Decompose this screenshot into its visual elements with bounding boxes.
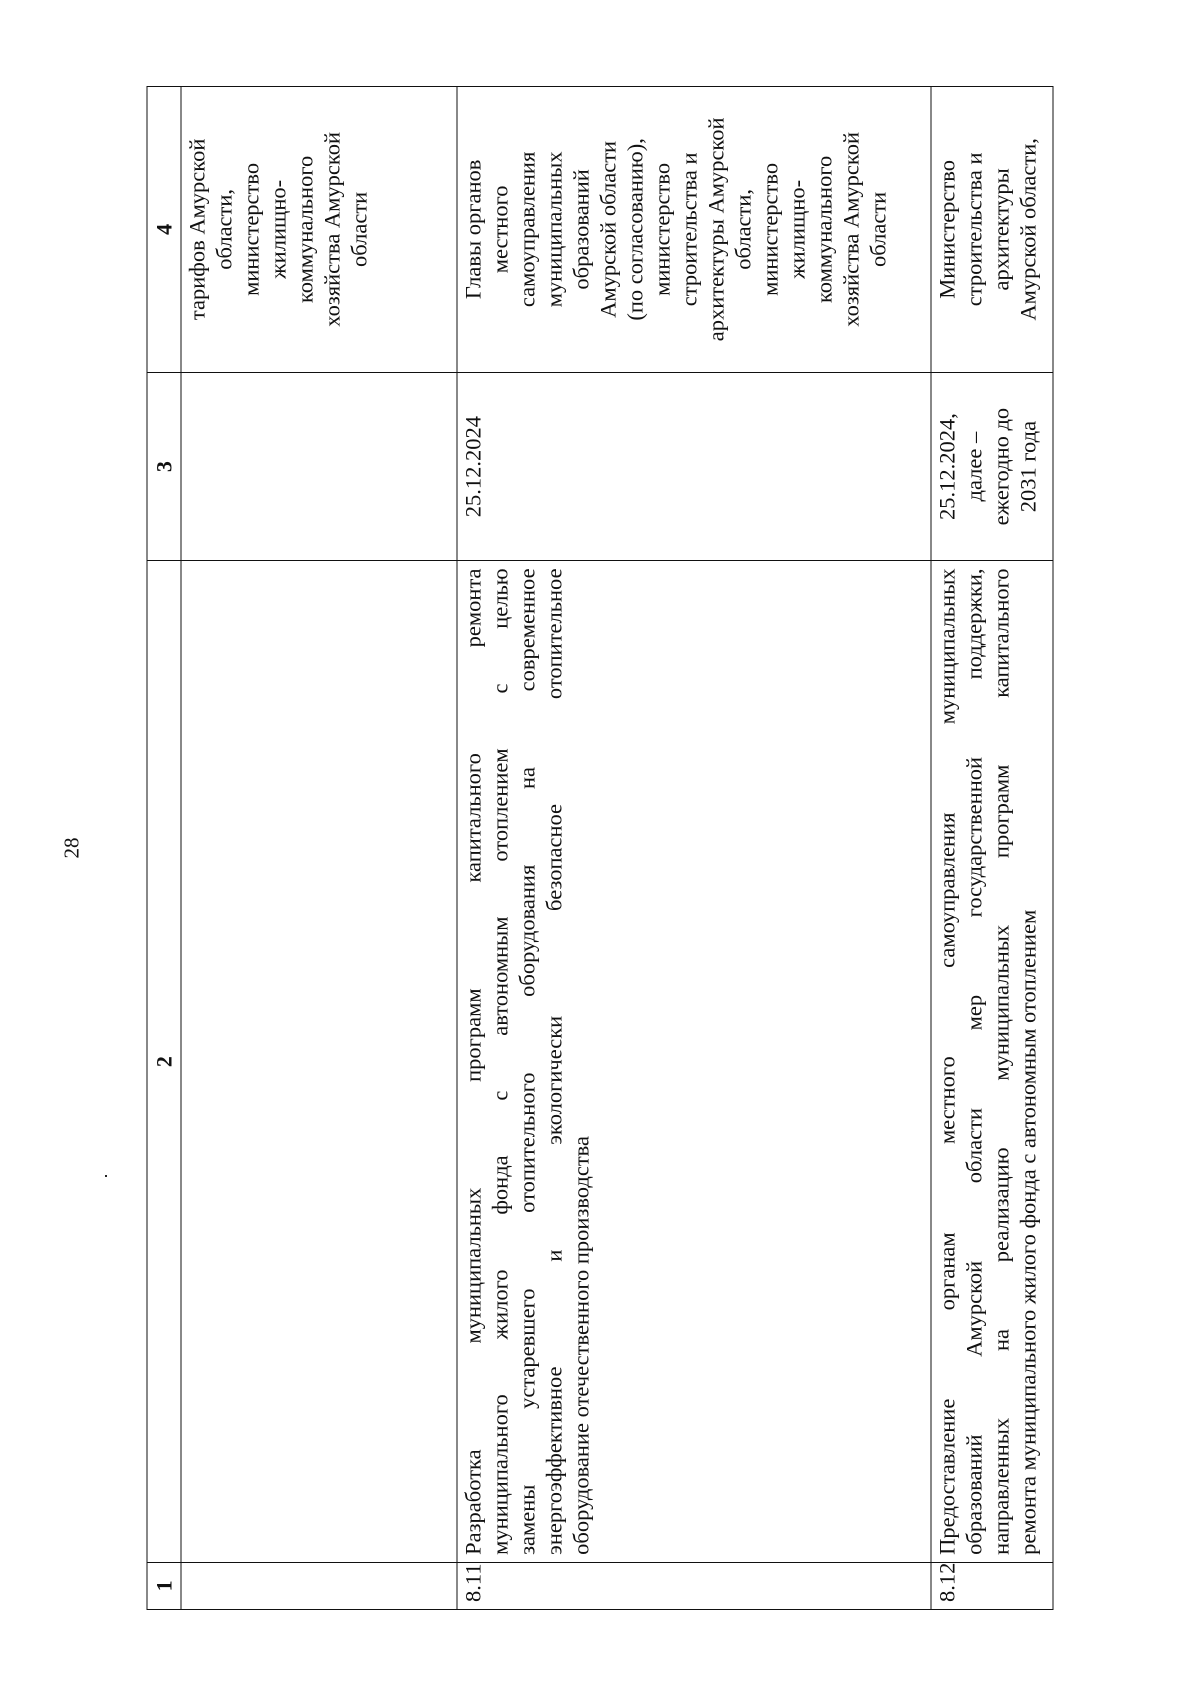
desc-line: ремонта муниципального жилого фонда с автономным отоплением [1015,909,1041,1555]
scan-speck [105,1175,107,1177]
header-col-2: 2 [147,561,181,1562]
row-8-11-responsible [457,87,931,373]
resp-line: самоуправления [514,151,540,308]
desc-line: энергоэффективное и экологически безопасное отопительное [541,568,567,1555]
desc-line: направленных на реализацию муниципальных программ капитального [988,568,1014,1555]
resp-line: архитектуры Амурской [703,117,729,342]
row-8-12-deadline [931,372,1053,561]
resp-line: Главы органов [460,159,486,300]
desc-line: образований Амурской области мер государственной поддержки, [961,568,987,1555]
resp-line: министерство [757,162,783,296]
page-number: 28 [59,837,84,859]
row-8-11-description [457,561,931,1562]
row-cont-number [181,1562,457,1609]
table-row-continued [181,87,457,1610]
resp-line: Амурской области [595,140,621,318]
resp-line: местного [487,185,513,274]
deadline-line: 25.12.2024, [934,413,960,521]
resp-line: области [346,191,372,267]
resp-line: жилищно- [265,179,291,279]
resp-line: коммунального [811,155,837,304]
resp-line: (по согласованию), [622,138,648,321]
desc-line: Разработка муниципальных программ капитального ремонта [460,568,486,1555]
resp-line: Амурской области, [1015,138,1041,321]
resp-line: строительства и [676,152,702,307]
resp-line: министерство [238,162,264,296]
row-cont-deadline [181,372,457,561]
deadline-line: 25.12.2024 [460,415,486,518]
resp-line: образований [568,169,594,290]
resp-line: строительства и [961,152,987,307]
row-cont-description [181,561,457,1562]
resp-line: Министерство [934,160,960,299]
resp-line: хозяйства Амурской [319,132,345,327]
row-8-12-number: 8.12 [931,1562,1053,1609]
header-col-4: 4 [147,87,181,373]
row-8-12-responsible [931,87,1053,373]
deadline-line: 2031 года [1015,420,1041,513]
table-row-8-12 [931,87,1053,1610]
table-row-8-11 [457,87,931,1610]
header-col-3: 3 [147,372,181,561]
header-col-1: 1 [147,1562,181,1609]
table-header-row [147,87,181,1610]
row-cont-responsible [181,87,457,373]
row-8-11-deadline [457,372,931,561]
desc-line: замены устаревшего отопительного оборудования на современное [514,568,540,1555]
resp-line: области, [730,188,756,270]
deadline-line: далее – [961,431,987,502]
deadline-line: ежегодно до [988,407,1014,526]
resp-line: области [865,191,891,267]
desc-line: Предоставление органам местного самоуправления муниципальных [934,568,960,1555]
resp-line: архитектуры [988,168,1014,291]
row-8-11-number: 8.11 [457,1562,931,1609]
resp-line: муниципальных [541,151,567,308]
row-8-12-description [931,561,1053,1562]
resp-line: тарифов Амурской [184,138,210,321]
resp-line: хозяйства Амурской [838,132,864,327]
resp-line: области, [211,188,237,270]
resp-line: министерство [649,162,675,296]
desc-line: муниципального жилого фонда с автономным отоплением с целью [487,568,513,1555]
plan-table [147,86,1054,1610]
desc-line: оборудование отечественного производства [568,1136,594,1555]
resp-line: коммунального [292,155,318,304]
resp-line: жилищно- [784,179,810,279]
